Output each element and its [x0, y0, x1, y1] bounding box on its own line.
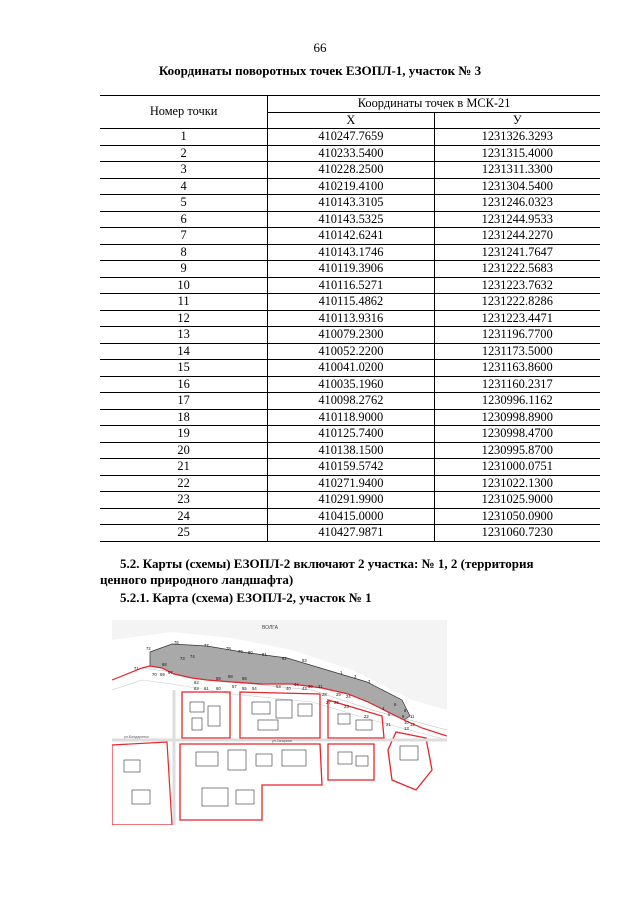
point-number-cell: 3 — [100, 162, 268, 179]
x-coordinate-cell: 410143.5325 — [268, 211, 434, 228]
x-coordinate-cell: 410247.7659 — [268, 129, 434, 146]
x-coordinate-cell: 410233.5400 — [268, 145, 434, 162]
map-point-label: 4 — [382, 706, 385, 711]
map-point-label: 9 — [402, 714, 405, 719]
table-row — [100, 459, 600, 476]
map-point-label: 78 — [226, 646, 231, 651]
map-point-label: 26 — [334, 700, 339, 705]
x-coordinate-cell: 410138.1500 — [268, 442, 434, 459]
point-number-cell: 9 — [100, 261, 268, 278]
x-coordinate-cell: 410415.0000 — [268, 508, 434, 525]
map-point-label: 71 — [134, 666, 139, 671]
map-point-label: 25 — [336, 692, 341, 697]
point-number-cell: 18 — [100, 409, 268, 426]
map-point-label: 57 — [232, 684, 237, 689]
map-point-label: 83 — [302, 658, 307, 663]
x-coordinate-cell: 410228.2500 — [268, 162, 434, 179]
point-number-cell: 24 — [100, 508, 268, 525]
map-point-label: 74 — [190, 654, 195, 659]
table-row — [100, 228, 600, 245]
x-coordinate-cell: 410041.0200 — [268, 360, 434, 377]
y-coordinate-cell: 1231025.9000 — [434, 492, 600, 509]
point-number-cell: 4 — [100, 178, 268, 195]
x-coordinate-cell: 410125.7400 — [268, 426, 434, 443]
table-row — [100, 360, 600, 377]
map-point-label: 59 — [216, 676, 221, 681]
coordinates-table — [100, 95, 600, 542]
map-point-label: 55 — [242, 686, 247, 691]
section-heading-5-2-1: 5.2.1. Карта (схема) ЕЗОПЛ-2, участок № 1 — [120, 590, 372, 605]
y-coordinate-cell: 1231223.4471 — [434, 310, 600, 327]
map-point-label: 3 — [368, 679, 371, 684]
point-number-cell: 25 — [100, 525, 268, 542]
map-point-label: 67 — [168, 670, 173, 675]
map-point-label: 8 — [404, 708, 407, 713]
table-row — [100, 162, 600, 179]
x-coordinate-cell: 410159.5742 — [268, 459, 434, 476]
table-row — [100, 475, 600, 492]
x-coordinate-cell: 410142.6241 — [268, 228, 434, 245]
y-coordinate-cell: 1230998.8900 — [434, 409, 600, 426]
table-row — [100, 525, 600, 542]
table-row — [100, 310, 600, 327]
point-number-cell: 5 — [100, 195, 268, 212]
table-row — [100, 393, 600, 410]
map-point-label: 61 — [204, 686, 209, 691]
x-coordinate-cell: 410113.9316 — [268, 310, 434, 327]
y-coordinate-cell: 1231160.2317 — [434, 376, 600, 393]
y-coordinate-cell: 1231223.7632 — [434, 277, 600, 294]
map-point-label: 81 — [262, 652, 267, 657]
x-coordinate-cell: 410079.2300 — [268, 327, 434, 344]
header-x: X — [268, 112, 434, 129]
y-coordinate-cell: 1231244.9533 — [434, 211, 600, 228]
point-number-cell: 23 — [100, 492, 268, 509]
x-coordinate-cell: 410291.9900 — [268, 492, 434, 509]
y-coordinate-cell: 1231050.0900 — [434, 508, 600, 525]
point-number-cell: 12 — [100, 310, 268, 327]
map-point-label: 73 — [180, 656, 185, 661]
x-coordinate-cell: 410427.9871 — [268, 525, 434, 542]
point-number-cell: 2 — [100, 145, 268, 162]
map-scheme — [112, 620, 447, 825]
y-coordinate-cell: 1231244.2270 — [434, 228, 600, 245]
x-coordinate-cell: 410143.1746 — [268, 244, 434, 261]
table-row — [100, 426, 600, 443]
map-point-label: 53 — [276, 684, 281, 689]
y-coordinate-cell: 1231173.5000 — [434, 343, 600, 360]
map-point-label: 10 — [404, 720, 409, 725]
table-row — [100, 129, 600, 146]
y-coordinate-cell: 1231000.0751 — [434, 459, 600, 476]
map-point-label: 77 — [204, 643, 209, 648]
point-number-cell: 15 — [100, 360, 268, 377]
coordinates-table-body — [100, 129, 600, 542]
table-row — [100, 492, 600, 509]
page-number: 66 — [313, 40, 327, 55]
point-number-cell: 10 — [100, 277, 268, 294]
x-coordinate-cell: 410118.9000 — [268, 409, 434, 426]
x-coordinate-cell: 410143.3105 — [268, 195, 434, 212]
point-number-cell: 20 — [100, 442, 268, 459]
y-coordinate-cell: 1231222.5683 — [434, 261, 600, 278]
x-coordinate-cell: 410052.2200 — [268, 343, 434, 360]
table-row — [100, 294, 600, 311]
map-point-label: 24 — [346, 694, 351, 699]
map-point-label: 1 — [340, 670, 343, 675]
y-coordinate-cell: 1230995.8700 — [434, 442, 600, 459]
y-coordinate-cell: 1231163.8600 — [434, 360, 600, 377]
map-point-label: 54 — [252, 686, 257, 691]
y-coordinate-cell: 1231246.0323 — [434, 195, 600, 212]
x-coordinate-cell: 410098.2762 — [268, 393, 434, 410]
table-row — [100, 261, 600, 278]
header-coordinates: Координаты точек в МСК-21 — [268, 96, 600, 113]
y-coordinate-cell: 1231241.7647 — [434, 244, 600, 261]
y-coordinate-cell: 1230998.4700 — [434, 426, 600, 443]
section-heading-5-2-continued: ценного природного ландшафта) — [100, 572, 294, 587]
map-point-label: 72 — [146, 646, 151, 651]
map-point-label: 56 — [242, 676, 247, 681]
point-number-cell: 1 — [100, 129, 268, 146]
map-point-label: 11 — [410, 714, 415, 719]
table-row — [100, 195, 600, 212]
table-row — [100, 327, 600, 344]
x-coordinate-cell: 410219.4100 — [268, 178, 434, 195]
map-point-label: 62 — [194, 680, 199, 685]
river-label: ВОЛГА — [262, 625, 278, 631]
y-coordinate-cell: 1231060.7230 — [434, 525, 600, 542]
point-number-cell: 19 — [100, 426, 268, 443]
point-number-cell: 11 — [100, 294, 268, 311]
map-point-label: 82 — [282, 656, 287, 661]
map-point-label: 2 — [354, 674, 357, 679]
y-coordinate-cell: 1230996.1162 — [434, 393, 600, 410]
map-point-label: 28 — [322, 692, 327, 697]
y-coordinate-cell: 1231326.3293 — [434, 129, 600, 146]
x-coordinate-cell: 410035.1960 — [268, 376, 434, 393]
x-coordinate-cell: 410116.5271 — [268, 277, 434, 294]
table-row — [100, 277, 600, 294]
table-title: Координаты поворотных точек ЕЗОПЛ-1, участок № 3 — [158, 63, 482, 78]
header-y: У — [434, 112, 600, 129]
table-row — [100, 343, 600, 360]
map-point-label: 70 — [152, 672, 157, 677]
table-row — [100, 178, 600, 195]
map-point-label: 31 — [318, 684, 323, 689]
point-number-cell: 21 — [100, 459, 268, 476]
table-row — [100, 211, 600, 228]
map-point-label: 68 — [162, 662, 167, 667]
table-row — [100, 508, 600, 525]
table-row — [100, 145, 600, 162]
table-row — [100, 376, 600, 393]
map-point-label: 40 — [286, 686, 291, 691]
map-point-label: 76 — [174, 640, 179, 645]
map-point-label: 43 — [302, 686, 307, 691]
x-coordinate-cell: 410271.9400 — [268, 475, 434, 492]
map-point-label: 63 — [194, 686, 199, 691]
y-coordinate-cell: 1231311.3300 — [434, 162, 600, 179]
street-label-1: ул.Бондаренко — [124, 735, 149, 739]
y-coordinate-cell: 1231196.7700 — [434, 327, 600, 344]
table-row — [100, 442, 600, 459]
map-point-label: 12 — [410, 722, 415, 727]
y-coordinate-cell: 1231022.1300 — [434, 475, 600, 492]
map-point-label: 79 — [238, 649, 243, 654]
map-point-label: 27 — [326, 700, 331, 705]
map-point-label: 60 — [216, 686, 221, 691]
map-point-label: 80 — [248, 650, 253, 655]
point-number-cell: 7 — [100, 228, 268, 245]
y-coordinate-cell: 1231315.4000 — [434, 145, 600, 162]
map-point-label: 22 — [364, 714, 369, 719]
map-point-label: 30 — [308, 684, 313, 689]
point-number-cell: 16 — [100, 376, 268, 393]
street-label-2: ул.Гагарина — [272, 739, 292, 743]
map-point-label: 5 — [388, 712, 391, 717]
y-coordinate-cell: 1231222.8286 — [434, 294, 600, 311]
table-row — [100, 244, 600, 261]
map-point-label: 58 — [228, 674, 233, 679]
map-point-label: 6 — [394, 702, 397, 707]
point-number-cell: 22 — [100, 475, 268, 492]
point-number-cell: 13 — [100, 327, 268, 344]
x-coordinate-cell: 410119.3906 — [268, 261, 434, 278]
y-coordinate-cell: 1231304.5400 — [434, 178, 600, 195]
table-row — [100, 409, 600, 426]
map-point-label: 21 — [386, 722, 391, 727]
point-number-cell: 8 — [100, 244, 268, 261]
section-heading-5-2: 5.2. Карты (схемы) ЕЗОПЛ-2 включают 2 участка: № 1, 2 (территория — [120, 556, 534, 571]
map-point-label: 13 — [404, 726, 409, 731]
header-point-number: Номер точки — [100, 96, 268, 129]
x-coordinate-cell: 410115.4862 — [268, 294, 434, 311]
map-point-label: 23 — [344, 704, 349, 709]
point-number-cell: 14 — [100, 343, 268, 360]
point-number-cell: 6 — [100, 211, 268, 228]
map-point-label: 44 — [294, 682, 299, 687]
point-number-cell: 17 — [100, 393, 268, 410]
map-point-label: 69 — [160, 672, 165, 677]
